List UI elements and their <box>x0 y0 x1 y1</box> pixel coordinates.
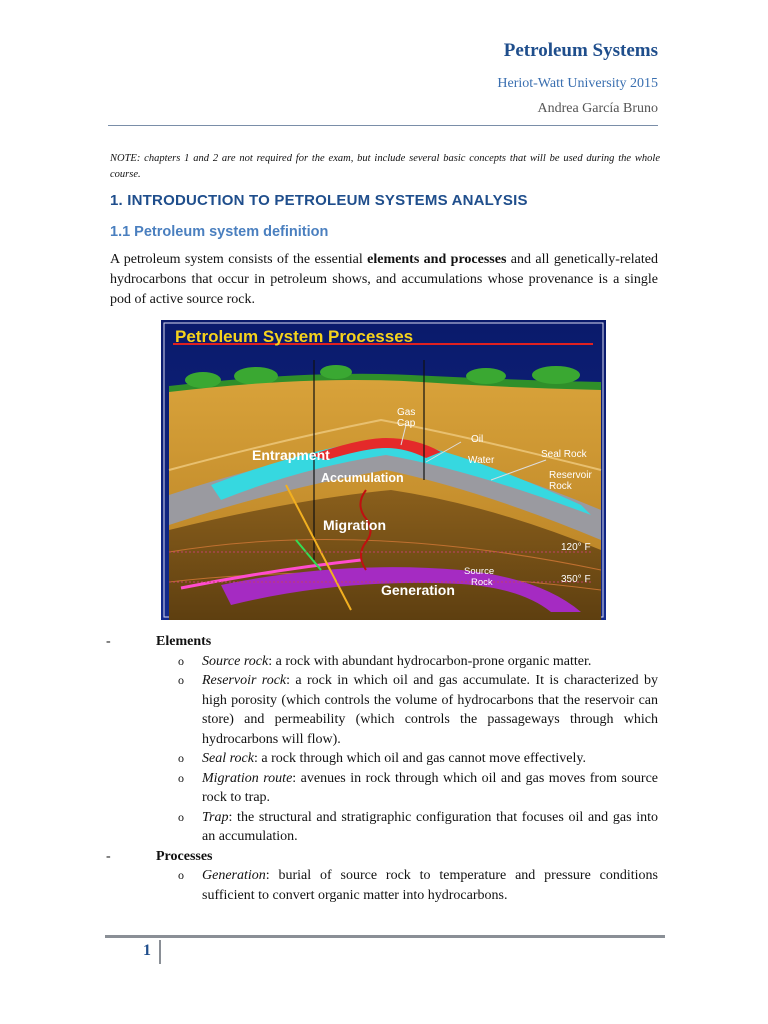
header-author: Andrea García Bruno <box>537 101 658 116</box>
exam-note: NOTE: chapters 1 and 2 are not required for the exam, but include several basic concepts that will be used during the whole course. <box>110 153 660 180</box>
sub-item-trap <box>106 808 658 847</box>
def-trap: : the structural and stratigraphic configuration that focuses oil and gas into an accumulation. <box>202 809 658 844</box>
petroleum-system-figure <box>161 320 606 620</box>
label-oil: Oil <box>471 434 484 445</box>
intro-text-end: and all genetically-related hydrocarbons that occur in petroleum shows, and accumulations whose provenance is a single pod of active source rock. <box>110 252 658 307</box>
sub-item-source-rock <box>106 652 658 672</box>
bullet-marker: o <box>178 868 184 882</box>
term-generation: Generation <box>202 868 266 883</box>
footer-vertical-bar <box>159 940 161 964</box>
intro-paragraph <box>110 250 658 310</box>
elements-label: Elements <box>156 634 212 649</box>
term-trap: Trap <box>202 809 229 825</box>
def-reservoir-rock: : a rock in which oil and gas accumulate. It is characterized by high porosity (which controls the volume of hydrocarbons that the reservoir can store) and permeability (which controls the passageways through which hydrocarbons will flow). <box>202 673 658 747</box>
list-item-elements <box>106 632 658 652</box>
dash-marker: - <box>106 634 111 649</box>
bullet-marker: o <box>178 751 184 765</box>
sub-item-migration-route <box>106 769 658 808</box>
elements-processes-list <box>106 632 658 905</box>
bullet-marker: o <box>178 653 184 668</box>
term-reservoir-rock: Reservoir rock <box>202 673 287 688</box>
term-migration-route: Migration route <box>202 770 293 786</box>
label-seal-rock: Seal Rock <box>541 449 587 460</box>
label-generation: Generation <box>381 582 455 598</box>
sub-item-seal-rock <box>106 749 658 769</box>
sub-item-generation <box>106 866 658 905</box>
label-water: Water <box>468 455 495 466</box>
label-gas: Gas <box>397 407 416 418</box>
processes-label: Processes <box>156 848 213 864</box>
page-number: 1 <box>143 942 151 959</box>
footer-divider <box>105 935 665 938</box>
def-migration-route: : avenues in rock through which oil and gas moves from source rock to trap. <box>202 770 658 805</box>
label-entrapment: Entrapment <box>252 447 330 463</box>
term-source-rock: Source rock <box>202 653 269 669</box>
label-temp-120: 120° F <box>561 542 591 553</box>
dash-marker: - <box>106 848 111 864</box>
list-item-processes <box>106 847 658 867</box>
bullet-marker: o <box>178 673 184 687</box>
section-heading: 1.1 Petroleum system definition <box>110 224 329 240</box>
header-title: Petroleum Systems <box>503 40 658 61</box>
figure-title: Petroleum System Processes <box>175 327 414 346</box>
label-gas-cap: Cap <box>397 418 416 429</box>
intro-text-start: A petroleum system consists of the essential <box>110 252 368 267</box>
label-migration: Migration <box>323 517 386 533</box>
bullet-marker: o <box>178 770 184 785</box>
def-seal-rock: : a rock through which oil and gas cannot move effectively. <box>253 751 586 766</box>
intro-bold-term: elements and processes <box>367 252 507 267</box>
def-source-rock: : a rock with abundant hydrocarbon-prone organic matter. <box>268 653 592 669</box>
term-seal-rock: Seal rock <box>202 751 254 766</box>
label-accumulation: Accumulation <box>321 471 404 485</box>
label-reservoir: Reservoir <box>549 470 592 481</box>
sub-item-reservoir-rock <box>106 671 658 749</box>
chapter-heading: 1. INTRODUCTION TO PETROLEUM SYSTEMS ANALYSIS <box>110 192 528 209</box>
label-source: Source <box>464 566 495 577</box>
header-divider <box>108 125 658 126</box>
label-temp-350: 350° F <box>561 574 591 585</box>
def-generation: : burial of source rock to temperature and pressure conditions sufficient to convert organic matter into hydrocarbons. <box>202 868 658 903</box>
bullet-marker: o <box>178 809 184 824</box>
label-reservoir-rock: Rock <box>549 481 572 492</box>
header-university: Heriot-Watt University 2015 <box>497 76 658 91</box>
label-source-rock: Rock <box>471 577 493 588</box>
